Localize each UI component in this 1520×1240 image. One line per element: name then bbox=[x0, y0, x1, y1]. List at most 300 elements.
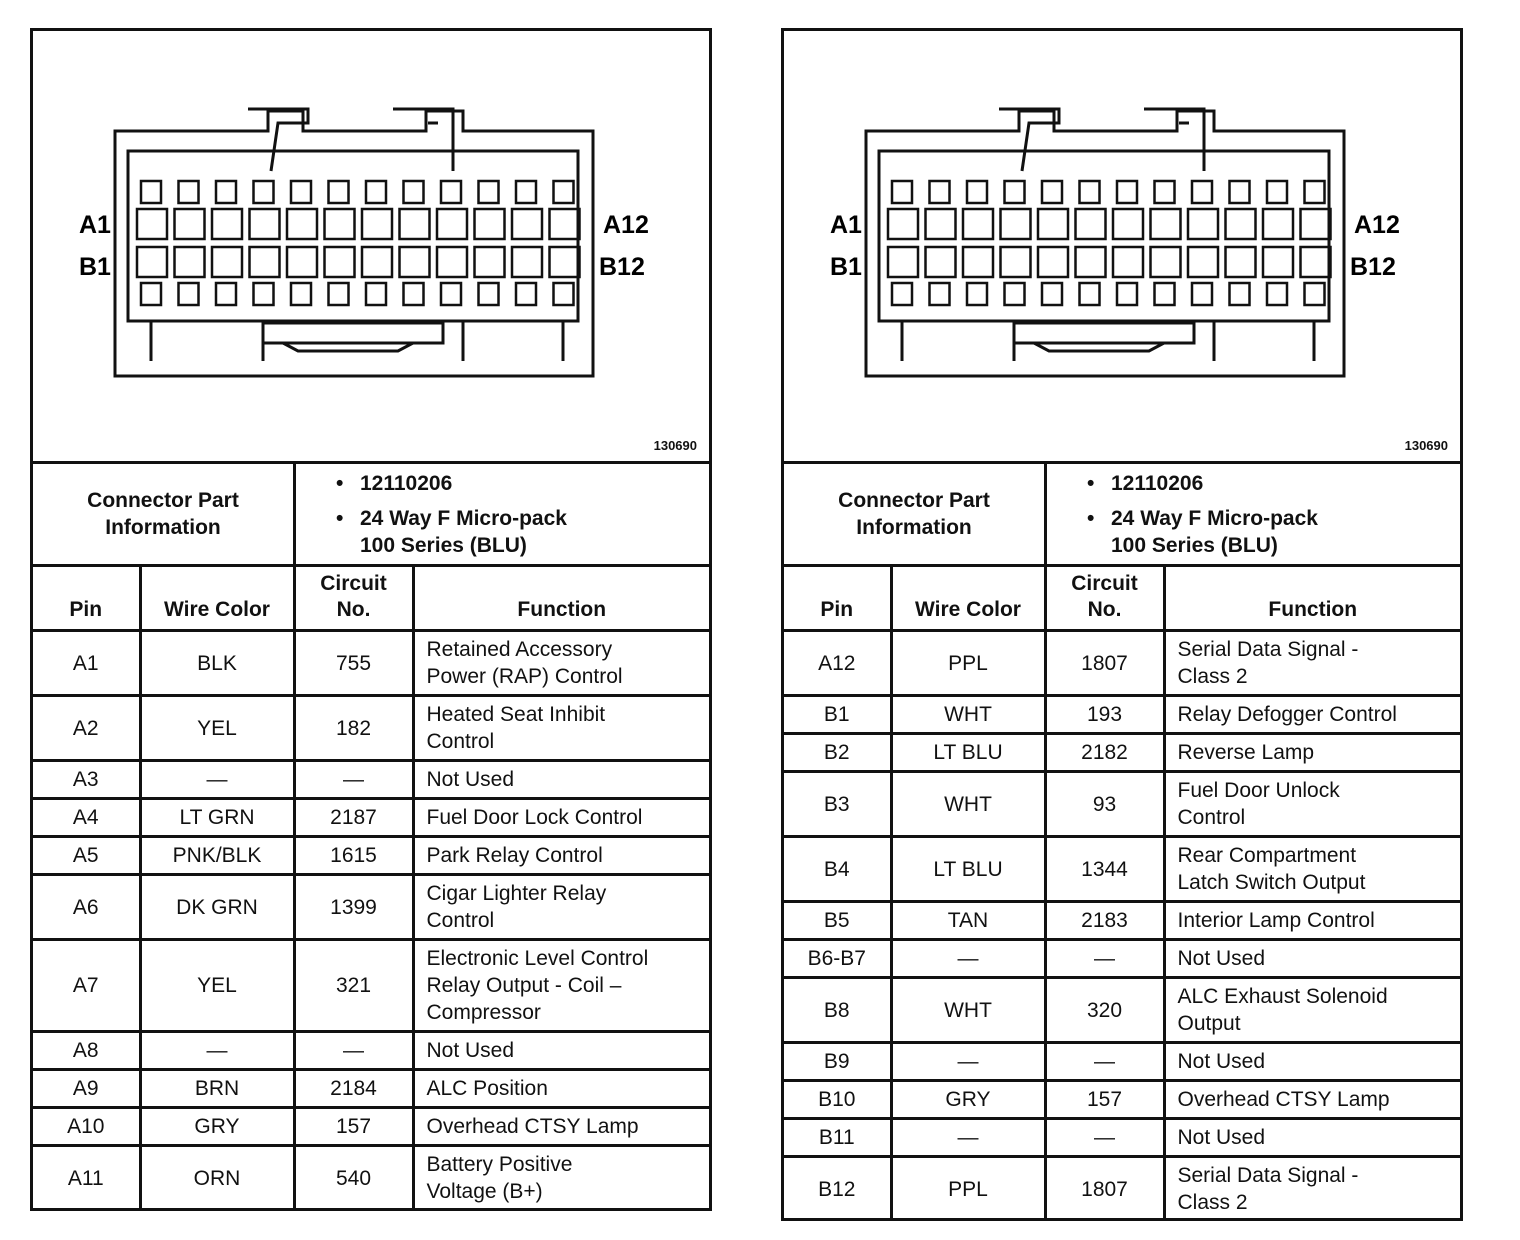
part-desc-2: 100 Series (BLU) bbox=[1111, 534, 1278, 557]
bullet-icon: • bbox=[1087, 507, 1095, 530]
wire-color-cell: GRY bbox=[140, 1108, 294, 1146]
function-line: Compressor bbox=[426, 1001, 541, 1024]
pin-cell: B1 bbox=[784, 696, 891, 734]
terminal-latch-a bbox=[329, 181, 349, 203]
pin-cavity-a bbox=[362, 209, 392, 239]
function-line: Latch Switch Output bbox=[1177, 871, 1366, 894]
pin-cavity-b bbox=[1113, 247, 1143, 277]
pinout-table bbox=[33, 567, 709, 1209]
wire-color-cell: PPL bbox=[891, 1157, 1045, 1221]
function-line: Control bbox=[426, 730, 495, 753]
table-row bbox=[784, 772, 1460, 837]
label-b12: B12 bbox=[1350, 253, 1396, 281]
pin-cell: A4 bbox=[33, 799, 140, 837]
pin-cell: A9 bbox=[33, 1070, 140, 1108]
table-row bbox=[33, 1070, 709, 1108]
pin-cavity-a bbox=[212, 209, 242, 239]
connector-panel-left bbox=[30, 28, 712, 1211]
circuit-cell: 2183 bbox=[1045, 902, 1164, 940]
terminal-latch-a bbox=[554, 181, 574, 203]
terminal-latch-a bbox=[141, 181, 161, 203]
function-line: Voltage (B+) bbox=[426, 1180, 543, 1203]
circuit-cell: 157 bbox=[294, 1108, 413, 1146]
key-slot bbox=[1014, 323, 1194, 343]
pin-cavity-b bbox=[175, 247, 205, 277]
label-b12: B12 bbox=[599, 253, 645, 281]
table-row bbox=[33, 875, 709, 940]
circuit-cell: 93 bbox=[1045, 772, 1164, 837]
connector-panel-right bbox=[781, 28, 1463, 1221]
circuit-cell: 1807 bbox=[1045, 1157, 1164, 1221]
latch-left bbox=[248, 109, 308, 171]
terminal-latch-a bbox=[1117, 181, 1137, 203]
terminal-latch-b bbox=[892, 283, 912, 305]
pin-housing bbox=[128, 151, 578, 321]
key-slot-bottom bbox=[1034, 343, 1164, 351]
circuit-cell: 1807 bbox=[1045, 631, 1164, 696]
wire-color-cell: BRN bbox=[140, 1070, 294, 1108]
terminal-latch-b bbox=[254, 283, 274, 305]
terminal-latch-b bbox=[216, 283, 236, 305]
function-line: Not Used bbox=[1177, 1050, 1266, 1073]
function-cell bbox=[1164, 902, 1460, 940]
pin-cavity-b bbox=[1301, 247, 1331, 277]
pin-cavity-a bbox=[437, 209, 467, 239]
function-cell bbox=[413, 1070, 709, 1108]
key-slot-bottom bbox=[283, 343, 413, 351]
table-row bbox=[784, 734, 1460, 772]
terminal-latch-a bbox=[1192, 181, 1212, 203]
terminal-latch-a bbox=[930, 181, 950, 203]
circuit-cell: 157 bbox=[1045, 1081, 1164, 1119]
terminal-latch-b bbox=[291, 283, 311, 305]
pin-cavity-b bbox=[1151, 247, 1181, 277]
pin-cell: A5 bbox=[33, 837, 140, 875]
function-line: Retained Accessory bbox=[426, 638, 613, 661]
function-cell bbox=[1164, 696, 1460, 734]
terminal-latch-a bbox=[216, 181, 236, 203]
part-number: 12110206 bbox=[1111, 472, 1204, 495]
pin-cavity-b bbox=[475, 247, 505, 277]
pin-cell: B8 bbox=[784, 978, 891, 1043]
function-cell bbox=[413, 1146, 709, 1210]
circuit-cell: 193 bbox=[1045, 696, 1164, 734]
function-line: Not Used bbox=[426, 768, 515, 791]
pin-cavity-b bbox=[250, 247, 280, 277]
terminal-latch-a bbox=[1080, 181, 1100, 203]
pin-cavity-a bbox=[963, 209, 993, 239]
function-line: Rear Compartment bbox=[1177, 844, 1357, 867]
pin-cavity-b bbox=[512, 247, 542, 277]
function-cell bbox=[1164, 772, 1460, 837]
table-row bbox=[784, 1081, 1460, 1119]
pin-cavity-b bbox=[963, 247, 993, 277]
circuit-cell: 540 bbox=[294, 1146, 413, 1210]
function-line: ALC Position bbox=[426, 1077, 548, 1100]
terminal-latch-b bbox=[1267, 283, 1287, 305]
terminal-latch-b bbox=[1042, 283, 1062, 305]
latch-right bbox=[393, 109, 453, 171]
table-row bbox=[33, 799, 709, 837]
terminal-latch-a bbox=[967, 181, 987, 203]
bullet-icon: • bbox=[336, 507, 344, 530]
terminal-latch-a bbox=[291, 181, 311, 203]
header-function: Function bbox=[413, 567, 709, 631]
function-line: Not Used bbox=[426, 1039, 515, 1062]
pin-cavity-a bbox=[1151, 209, 1181, 239]
table-row bbox=[33, 1146, 709, 1210]
bullet-icon: • bbox=[336, 472, 344, 495]
pinout-table bbox=[784, 567, 1460, 1220]
function-cell bbox=[1164, 940, 1460, 978]
terminal-latch-b bbox=[366, 283, 386, 305]
latch-right bbox=[1144, 109, 1204, 171]
wire-color-cell: DK GRN bbox=[140, 875, 294, 940]
terminal-latch-b bbox=[930, 283, 950, 305]
connector-diagram bbox=[33, 31, 709, 464]
circuit-cell: 755 bbox=[294, 631, 413, 696]
pin-cell: A3 bbox=[33, 761, 140, 799]
part-number: 12110206 bbox=[360, 472, 453, 495]
terminal-latch-a bbox=[366, 181, 386, 203]
wire-color-cell: — bbox=[891, 1043, 1045, 1081]
pin-cavity-a bbox=[1263, 209, 1293, 239]
table-row bbox=[784, 978, 1460, 1043]
table-row bbox=[33, 1032, 709, 1070]
terminal-latch-a bbox=[404, 181, 424, 203]
function-line: Heated Seat Inhibit bbox=[426, 703, 606, 726]
terminal-latch-b bbox=[516, 283, 536, 305]
header-circuit: Circuit No. bbox=[1045, 567, 1164, 631]
function-line: Cigar Lighter Relay bbox=[426, 882, 607, 905]
bullet-icon: • bbox=[1087, 472, 1095, 495]
function-cell bbox=[1164, 1043, 1460, 1081]
part-desc-1: 24 Way F Micro-pack bbox=[360, 507, 567, 530]
function-cell bbox=[1164, 631, 1460, 696]
function-line: Class 2 bbox=[1177, 1191, 1248, 1214]
function-cell bbox=[1164, 734, 1460, 772]
function-line: Battery Positive bbox=[426, 1153, 573, 1176]
table-row bbox=[784, 902, 1460, 940]
circuit-cell: 182 bbox=[294, 696, 413, 761]
header-circuit: Circuit No. bbox=[294, 567, 413, 631]
circuit-cell: 2187 bbox=[294, 799, 413, 837]
pin-cavity-a bbox=[1226, 209, 1256, 239]
function-cell bbox=[413, 1108, 709, 1146]
pin-cell: B11 bbox=[784, 1119, 891, 1157]
header-pin: Pin bbox=[33, 567, 140, 631]
pin-cell: A10 bbox=[33, 1108, 140, 1146]
pin-cavity-a bbox=[1113, 209, 1143, 239]
pin-cell: A8 bbox=[33, 1032, 140, 1070]
function-cell bbox=[1164, 1157, 1460, 1221]
figure-id: 130690 bbox=[653, 438, 697, 453]
pin-cell: A7 bbox=[33, 940, 140, 1032]
circuit-cell: 2182 bbox=[1045, 734, 1164, 772]
table-row bbox=[784, 940, 1460, 978]
pin-cell: B9 bbox=[784, 1043, 891, 1081]
pin-cavity-b bbox=[1038, 247, 1068, 277]
wire-color-cell: — bbox=[891, 1119, 1045, 1157]
function-cell bbox=[1164, 978, 1460, 1043]
pin-cavity-a bbox=[550, 209, 580, 239]
pin-cell: B6-B7 bbox=[784, 940, 891, 978]
function-cell bbox=[413, 1032, 709, 1070]
function-line: Fuel Door Unlock bbox=[1177, 779, 1340, 802]
function-line: Relay Output - Coil – bbox=[426, 974, 622, 997]
function-line: Not Used bbox=[1177, 947, 1266, 970]
terminal-latch-b bbox=[967, 283, 987, 305]
function-cell bbox=[413, 761, 709, 799]
function-cell bbox=[413, 799, 709, 837]
function-cell bbox=[413, 696, 709, 761]
header-function: Function bbox=[1164, 567, 1460, 631]
pin-cell: B5 bbox=[784, 902, 891, 940]
wire-color-cell: LT BLU bbox=[891, 734, 1045, 772]
terminal-latch-a bbox=[1005, 181, 1025, 203]
pin-cavity-b bbox=[888, 247, 918, 277]
part-info-label: Connector Part Information bbox=[33, 464, 296, 564]
wire-color-cell: ORN bbox=[140, 1146, 294, 1210]
wire-color-cell: PPL bbox=[891, 631, 1045, 696]
wire-color-cell: TAN bbox=[891, 902, 1045, 940]
table-row bbox=[33, 761, 709, 799]
function-line: Serial Data Signal - bbox=[1177, 1164, 1359, 1187]
function-cell bbox=[413, 837, 709, 875]
terminal-latch-a bbox=[441, 181, 461, 203]
label-a1: A1 bbox=[830, 211, 862, 239]
pin-cavity-a bbox=[888, 209, 918, 239]
wire-color-cell: — bbox=[140, 761, 294, 799]
circuit-cell: — bbox=[294, 761, 413, 799]
pin-cavity-a bbox=[400, 209, 430, 239]
part-info-label: Connector Part Information bbox=[784, 464, 1047, 564]
function-line: Park Relay Control bbox=[426, 844, 603, 867]
circuit-cell: — bbox=[1045, 1119, 1164, 1157]
table-row bbox=[33, 837, 709, 875]
circuit-cell: 321 bbox=[294, 940, 413, 1032]
function-line: Power (RAP) Control bbox=[426, 665, 623, 688]
terminal-latch-a bbox=[516, 181, 536, 203]
pin-cavity-b bbox=[400, 247, 430, 277]
table-row bbox=[33, 940, 709, 1032]
pin-cavity-a bbox=[1188, 209, 1218, 239]
pin-cell: A12 bbox=[784, 631, 891, 696]
pin-cavity-b bbox=[362, 247, 392, 277]
pin-cell: A2 bbox=[33, 696, 140, 761]
pin-cavity-b bbox=[287, 247, 317, 277]
connector-part-info bbox=[784, 464, 1460, 567]
wire-color-cell: WHT bbox=[891, 978, 1045, 1043]
latch-left bbox=[999, 109, 1059, 171]
terminal-latch-b bbox=[179, 283, 199, 305]
connector-face-drawing bbox=[33, 31, 709, 461]
pin-housing bbox=[879, 151, 1329, 321]
pin-cavity-a bbox=[1301, 209, 1331, 239]
function-line: Control bbox=[1177, 806, 1246, 829]
part-desc-2: 100 Series (BLU) bbox=[360, 534, 527, 557]
wire-color-cell: — bbox=[891, 940, 1045, 978]
function-cell bbox=[1164, 837, 1460, 902]
header-pin: Pin bbox=[784, 567, 891, 631]
wire-color-cell: BLK bbox=[140, 631, 294, 696]
function-cell bbox=[413, 631, 709, 696]
pin-cell: B10 bbox=[784, 1081, 891, 1119]
wire-color-cell: YEL bbox=[140, 940, 294, 1032]
pin-cavity-b bbox=[1188, 247, 1218, 277]
pin-cavity-a bbox=[1001, 209, 1031, 239]
function-line: Relay Defogger Control bbox=[1177, 703, 1397, 726]
wire-color-cell: WHT bbox=[891, 696, 1045, 734]
terminal-latch-a bbox=[892, 181, 912, 203]
terminal-latch-b bbox=[1230, 283, 1250, 305]
keying-ribs bbox=[902, 321, 1314, 361]
terminal-latch-a bbox=[254, 181, 274, 203]
connector-body bbox=[866, 109, 1344, 376]
label-a1: A1 bbox=[79, 211, 111, 239]
pin-cavity-a bbox=[287, 209, 317, 239]
circuit-cell: 320 bbox=[1045, 978, 1164, 1043]
wire-color-cell: GRY bbox=[891, 1081, 1045, 1119]
terminal-latch-b bbox=[404, 283, 424, 305]
pin-cavity-b bbox=[325, 247, 355, 277]
table-row bbox=[784, 1157, 1460, 1221]
pin-cavity-b bbox=[437, 247, 467, 277]
function-line: Fuel Door Lock Control bbox=[426, 806, 643, 829]
function-cell bbox=[1164, 1119, 1460, 1157]
function-line: Electronic Level Control bbox=[426, 947, 649, 970]
key-slot bbox=[263, 323, 443, 343]
circuit-cell: 1399 bbox=[294, 875, 413, 940]
connector-face-drawing bbox=[784, 31, 1460, 461]
table-row bbox=[784, 1043, 1460, 1081]
function-line: Class 2 bbox=[1177, 665, 1248, 688]
part-desc-1: 24 Way F Micro-pack bbox=[1111, 507, 1318, 530]
pin-cavity-b bbox=[137, 247, 167, 277]
terminal-latch-b bbox=[329, 283, 349, 305]
table-row bbox=[784, 837, 1460, 902]
wire-color-cell: — bbox=[140, 1032, 294, 1070]
terminal-latch-b bbox=[554, 283, 574, 305]
pin-cell: B4 bbox=[784, 837, 891, 902]
circuit-cell: — bbox=[1045, 1043, 1164, 1081]
terminal-latch-b bbox=[141, 283, 161, 305]
terminal-latch-b bbox=[1155, 283, 1175, 305]
table-row bbox=[784, 1119, 1460, 1157]
terminal-latch-a bbox=[1230, 181, 1250, 203]
function-line: Overhead CTSY Lamp bbox=[426, 1115, 639, 1138]
terminal-latch-b bbox=[1005, 283, 1025, 305]
function-line: Control bbox=[426, 909, 495, 932]
table-row bbox=[33, 631, 709, 696]
pin-cavity-b bbox=[1001, 247, 1031, 277]
circuit-cell: 1615 bbox=[294, 837, 413, 875]
function-line: Not Used bbox=[1177, 1126, 1266, 1149]
pin-cell: B3 bbox=[784, 772, 891, 837]
table-row bbox=[33, 1108, 709, 1146]
pin-cell: A1 bbox=[33, 631, 140, 696]
wire-color-cell: WHT bbox=[891, 772, 1045, 837]
function-line: Overhead CTSY Lamp bbox=[1177, 1088, 1390, 1111]
pin-cell: A6 bbox=[33, 875, 140, 940]
terminal-latch-a bbox=[1155, 181, 1175, 203]
wire-color-cell: LT GRN bbox=[140, 799, 294, 837]
wire-color-cell: PNK/BLK bbox=[140, 837, 294, 875]
pin-cavity-b bbox=[212, 247, 242, 277]
function-line: Interior Lamp Control bbox=[1177, 909, 1375, 932]
terminal-latch-b bbox=[441, 283, 461, 305]
pin-cavity-a bbox=[475, 209, 505, 239]
pin-cavity-a bbox=[137, 209, 167, 239]
header-wire-color: Wire Color bbox=[140, 567, 294, 631]
wire-color-cell: YEL bbox=[140, 696, 294, 761]
terminal-latch-b bbox=[1192, 283, 1212, 305]
terminal-latch-b bbox=[1305, 283, 1325, 305]
label-b1: B1 bbox=[79, 253, 111, 281]
function-cell bbox=[1164, 1081, 1460, 1119]
terminal-latch-b bbox=[479, 283, 499, 305]
connector-part-info bbox=[33, 464, 709, 567]
terminal-latch-b bbox=[1117, 283, 1137, 305]
pin-cell: A11 bbox=[33, 1146, 140, 1210]
header-wire-color: Wire Color bbox=[891, 567, 1045, 631]
pin-cavity-b bbox=[1226, 247, 1256, 277]
wire-color-cell: LT BLU bbox=[891, 837, 1045, 902]
connector-diagram bbox=[784, 31, 1460, 464]
circuit-cell: 1344 bbox=[1045, 837, 1164, 902]
label-a12: A12 bbox=[1354, 211, 1400, 239]
circuit-cell: 2184 bbox=[294, 1070, 413, 1108]
pin-cavity-a bbox=[512, 209, 542, 239]
pin-cavity-b bbox=[1263, 247, 1293, 277]
label-a12: A12 bbox=[603, 211, 649, 239]
pin-cavity-b bbox=[1076, 247, 1106, 277]
pin-cavity-a bbox=[1076, 209, 1106, 239]
pin-cavity-b bbox=[550, 247, 580, 277]
keying-ribs bbox=[151, 321, 563, 361]
part-details bbox=[296, 464, 709, 564]
label-b1: B1 bbox=[830, 253, 862, 281]
terminal-latch-a bbox=[1267, 181, 1287, 203]
pin-cavity-a bbox=[175, 209, 205, 239]
circuit-cell: — bbox=[294, 1032, 413, 1070]
terminal-latch-a bbox=[1305, 181, 1325, 203]
pin-cavity-a bbox=[250, 209, 280, 239]
circuit-cell: — bbox=[1045, 940, 1164, 978]
function-line: Output bbox=[1177, 1012, 1241, 1035]
part-details bbox=[1047, 464, 1460, 564]
terminal-latch-a bbox=[179, 181, 199, 203]
connector-body bbox=[115, 109, 593, 376]
pin-cell: B12 bbox=[784, 1157, 891, 1221]
function-cell bbox=[413, 940, 709, 1032]
terminal-latch-a bbox=[1042, 181, 1062, 203]
pin-cavity-a bbox=[1038, 209, 1068, 239]
function-line: ALC Exhaust Solenoid bbox=[1177, 985, 1388, 1008]
pin-cavity-a bbox=[926, 209, 956, 239]
pin-cell: B2 bbox=[784, 734, 891, 772]
figure-id: 130690 bbox=[1404, 438, 1448, 453]
terminal-latch-b bbox=[1080, 283, 1100, 305]
function-cell bbox=[413, 875, 709, 940]
function-line: Reverse Lamp bbox=[1177, 741, 1315, 764]
table-row bbox=[784, 696, 1460, 734]
table-row bbox=[784, 631, 1460, 696]
terminal-latch-a bbox=[479, 181, 499, 203]
pin-cavity-a bbox=[325, 209, 355, 239]
table-row bbox=[33, 696, 709, 761]
pin-cavity-b bbox=[926, 247, 956, 277]
